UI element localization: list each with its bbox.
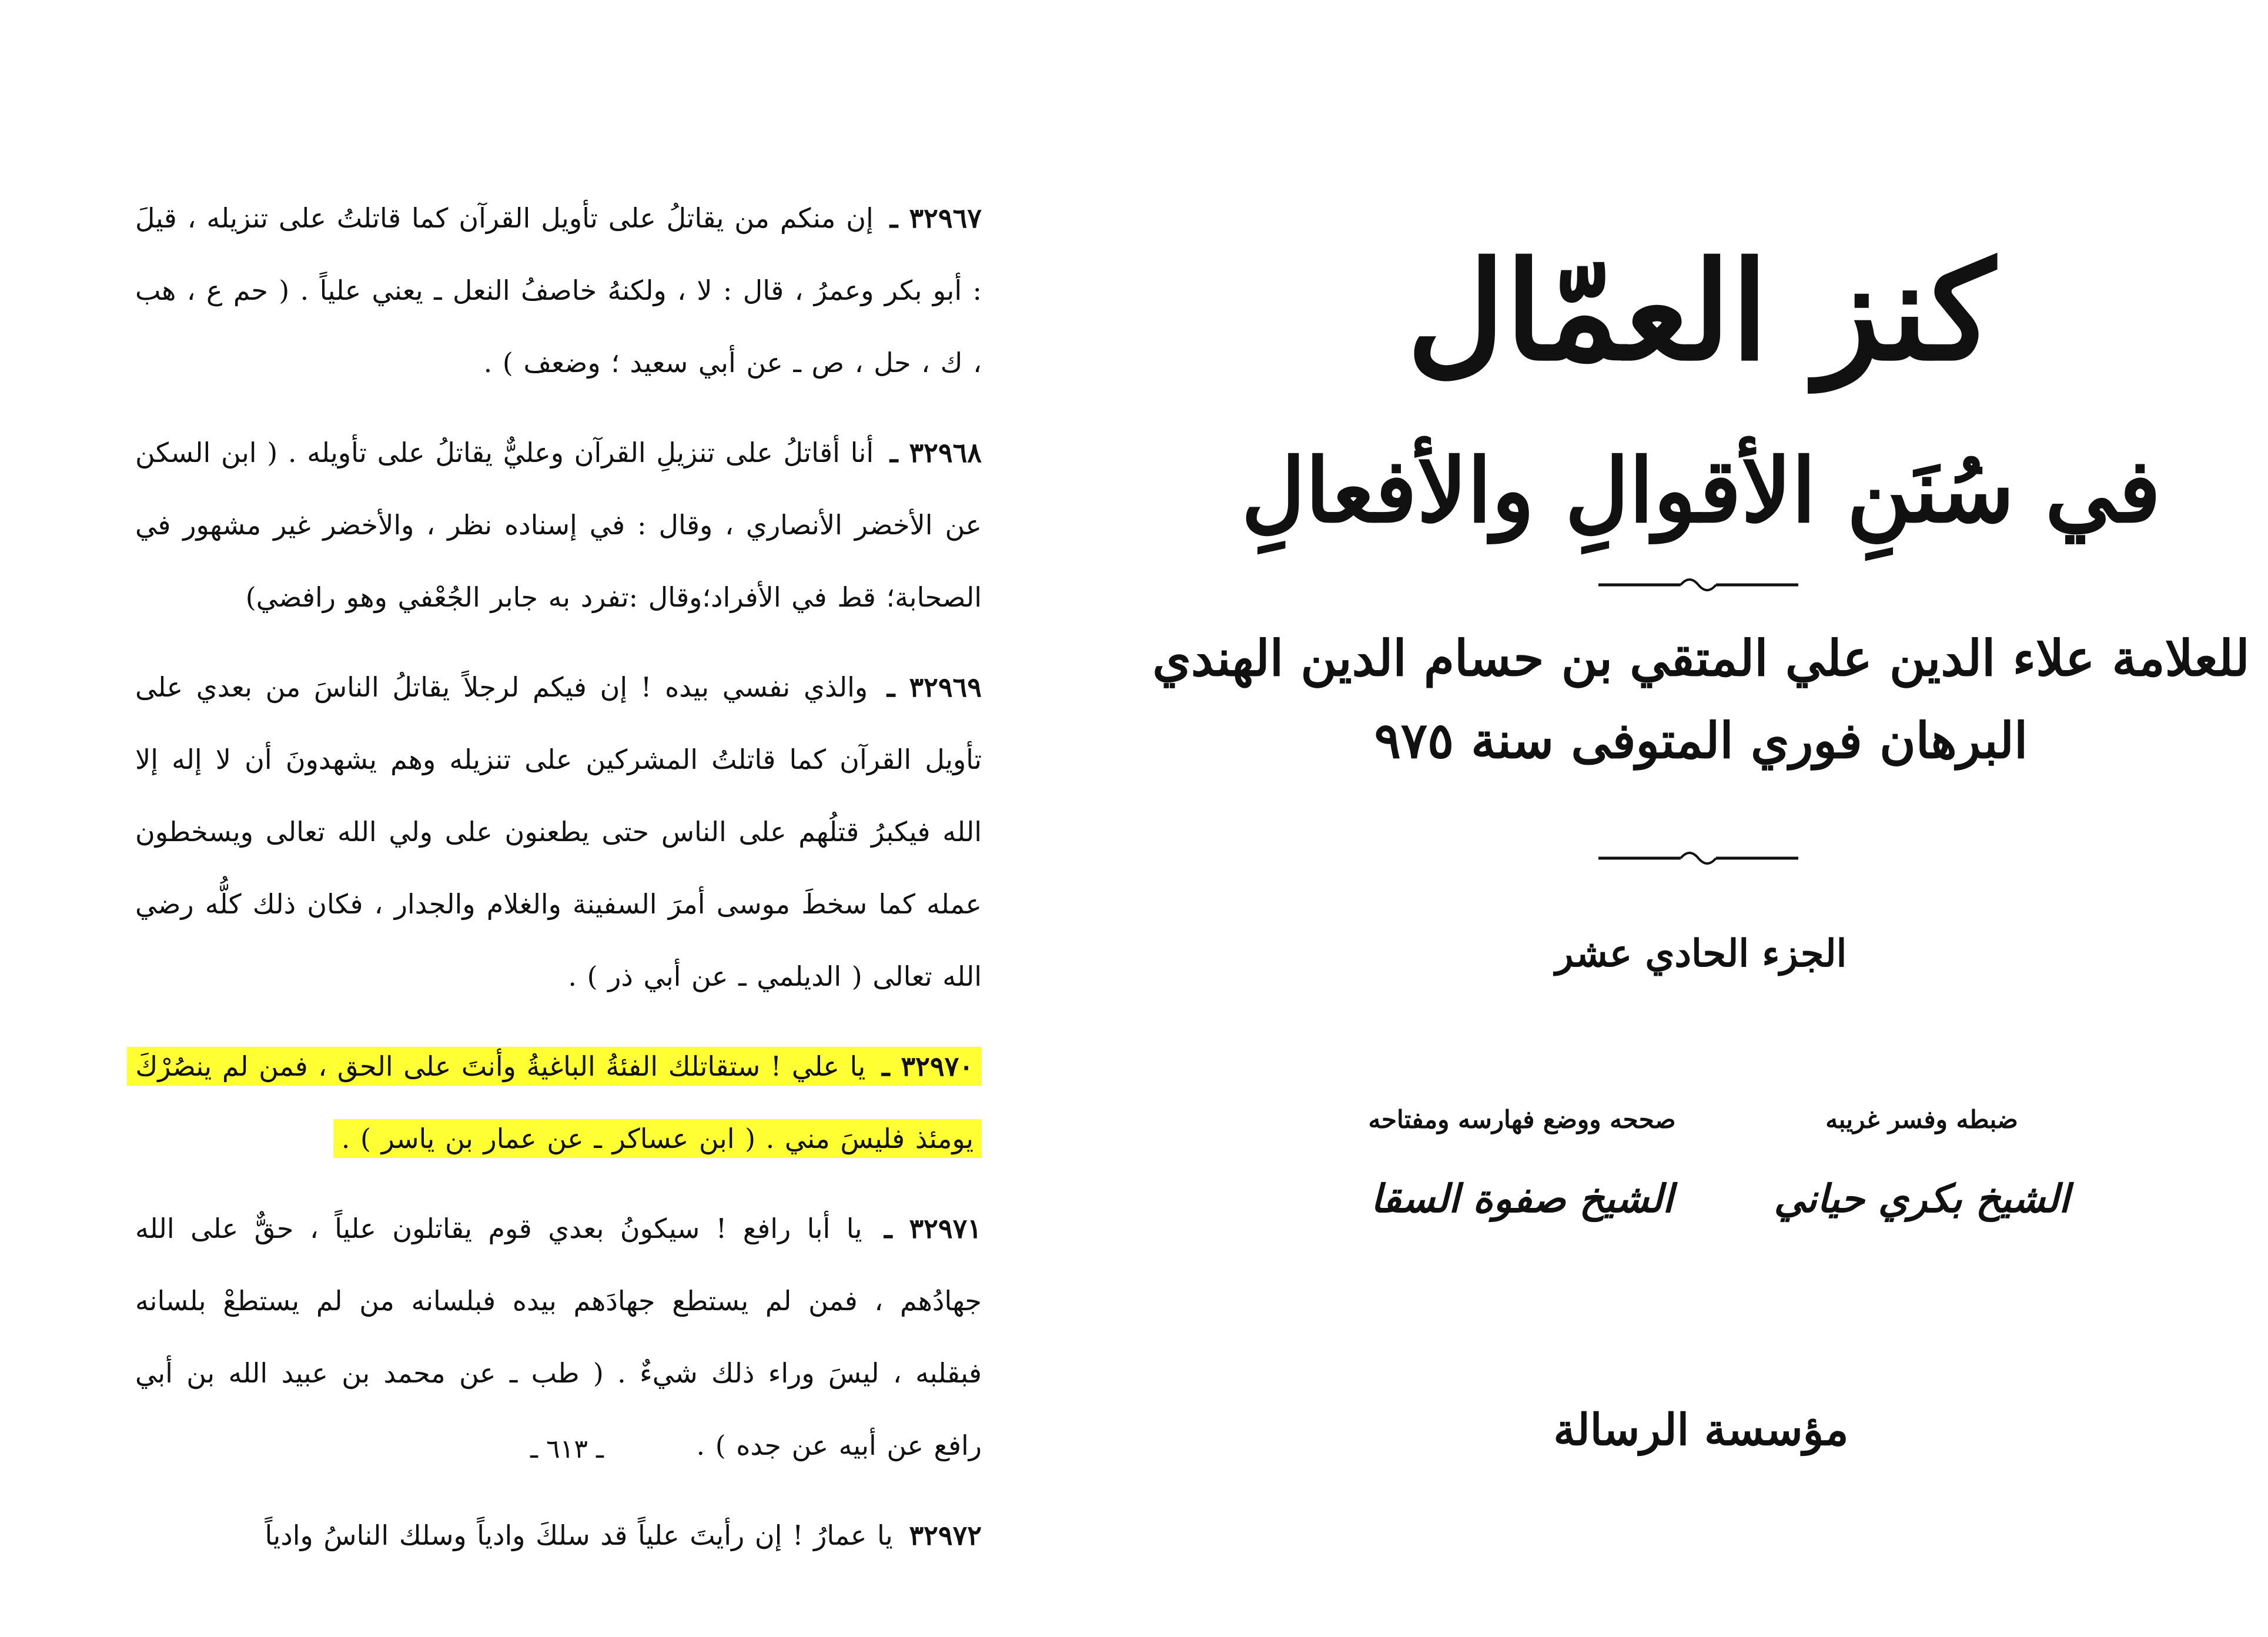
right-page	[1134, 0, 2268, 1637]
hadith-text: يا عمارُ ! إن رأيتَ علياً قد سلكَ وادياً وسلك الناسُ وادياً	[265, 1519, 893, 1551]
hadith-text: يا علي ! ستقاتلك الفئةُ الباغيةُ وأنتَ على الحق ، فمن لم ينصُرْكَ يومئذ فليسَ مني . ( ابن عساكر ـ عن عمار بن ياسر ) .	[135, 1050, 974, 1154]
hadith-number: ٣٢٩٦٧ ـ	[889, 202, 982, 234]
hadith-paragraph-highlighted	[135, 1030, 982, 1175]
book-subtitle: في سُنَنِ الأقوالِ والأفعالِ	[1241, 439, 2161, 543]
author-line: للعلامة علاء الدين علي المتقي بن حسام الدين الهندي	[1152, 629, 2250, 687]
credit-label: صححه ووضع فهارسه ومفتاحه	[1368, 1105, 1676, 1134]
hadith-text-block	[135, 182, 982, 1589]
hadith-text: يا أبا رافع ! سيكونُ بعدي قوم يقاتلون علياً ، حقٌّ على الله جهادُهم ، فمن لم يستطع جهادَهم بيده فبلسانه من لم يستطعْ بلسانه فبقلبه ، ليسَ وراء ذلك شيءٌ . ( طب ـ عن محمد بن عبيد الله بن أبي رافع عن أبيه عن جده ) .	[135, 1213, 982, 1461]
highlight-mark	[127, 1047, 982, 1158]
hadith-paragraph	[135, 417, 982, 634]
credit-name: الشيخ صفوة السقا	[1370, 1176, 1674, 1221]
ornament-divider-icon	[1134, 841, 2268, 876]
credit-name: الشيخ بكري حياني	[1774, 1176, 2070, 1221]
hadith-text: إن منكم من يقاتلُ على تأويل القرآن كما قاتلتُ على تنزيله ، قيلَ : أبو بكر وعمرُ ، قال : لا ، ولكنهُ خاصفُ النعل ـ يعني علياً . ( حم ع ، هب ، ك ، حل ، ص ـ عن أبي سعيد ؛ وضعف ) .	[135, 202, 982, 379]
hadith-paragraph	[135, 651, 982, 1013]
credit-label: ضبطه وفسر غريبه	[1825, 1105, 2018, 1134]
page-number: ـ ٦١٣ ـ	[530, 1434, 604, 1464]
hadith-number: ٣٢٩٦٨ ـ	[889, 437, 982, 468]
ornament-divider-icon	[1134, 567, 2268, 602]
author-line: البرهان فوري المتوفى سنة ٩٧٥	[1374, 711, 2028, 769]
hadith-number: ٣٢٩٦٩ ـ	[887, 671, 982, 703]
volume-label: الجزء الحادي عشر	[1555, 932, 1847, 976]
hadith-number: ٣٢٩٧٠ ـ	[881, 1050, 974, 1082]
hadith-text: والذي نفسي بيده ! إن فيكم لرجلاً يقاتلُ الناسَ من بعدي على تأويل القرآن كما قاتلتُ المشركين على تنزيله وهم يشهدونَ أن لا إله إلا الله فيكبرُ قتلُهم على الناس حتى يطعنون على ولي الله تعالى ويسخطون عمله كما سخطَ موسى أمرَ السفينة والغلام والجدار ، فكان ذلك كلُّه رضي الله تعالى ( الديلمي ـ عن أبي ذر ) .	[135, 671, 982, 992]
hadith-paragraph	[135, 182, 982, 399]
publisher-name: مؤسسة الرسالة	[1553, 1405, 1849, 1455]
hadith-number: ٣٢٩٧١ ـ	[884, 1213, 982, 1244]
hadith-number: ٣٢٩٧٢	[909, 1519, 982, 1551]
hadith-paragraph	[135, 1499, 982, 1572]
book-title: كنز العمّال	[1407, 232, 1995, 391]
hadith-text: أنا أقاتلُ على تنزيلِ القرآن وعليٌّ يقاتلُ على تأويله . ( ابن السكن عن الأخضر الأنصاري ، وقال : في إسناده نظر ، والأخضر غير مشهور في الصحابة؛ قط في الأفراد؛وقال :تفرد به جابر الجُعْفي وهو رافضي)	[135, 437, 982, 613]
